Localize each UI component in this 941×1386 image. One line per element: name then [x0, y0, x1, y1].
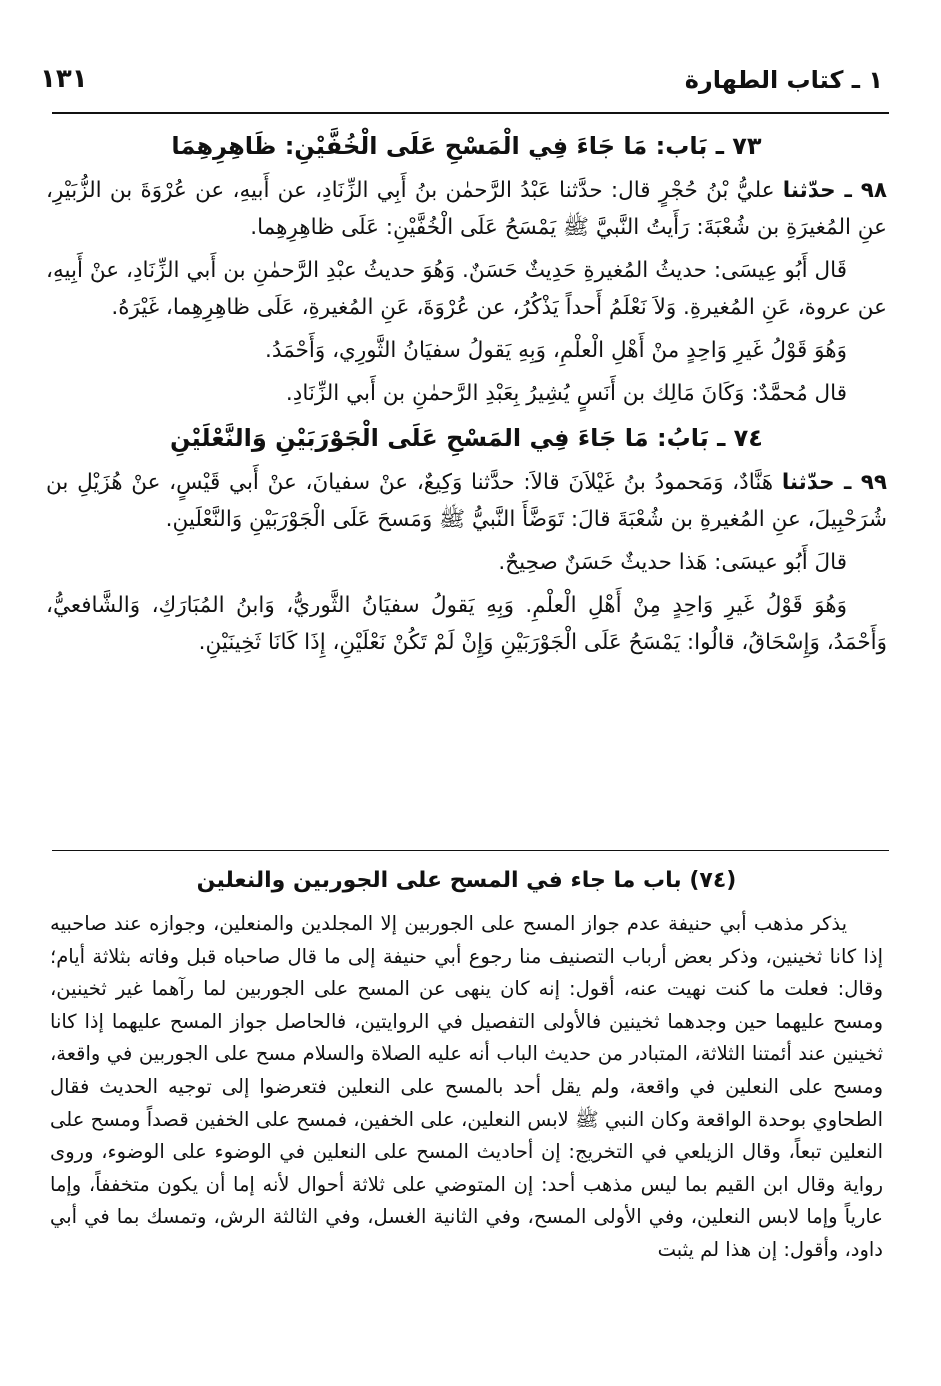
running-header — [40, 62, 883, 106]
commentary-heading: (٧٤) باب ما جاء في المسح على الجوربين والنعلين — [196, 868, 737, 893]
hadith-98-body: عليُّ بْنُ حُجْرٍ قال: حدَّثنا عَبْدُ الرَّحمٰن بنُ أَبِي الزِّنَادِ، عن أَبيهِ، عن عُرْوَةَ بن الزُّبَيْرِ، عنِ المُغيرَةِ بن شُعْبَةَ: رَأَيتُ النَّبيَّ ﷺ يَمْسَحُ عَلَى الْخُفَّيْنِ: عَلَى ظاهِرِهِما. — [46, 178, 887, 240]
header-divider — [52, 112, 889, 114]
hadith-99-body: هَنَّادٌ، وَمَحمودُ بنُ غَيْلاَنَ قالاَ: حدَّثنا وَكِيعٌ، عنْ سفيانَ، عنْ أَبي قَيْسٍ، عنْ هُزَيْلِ بن شُرَحْبِيلَ، عنِ المُغيرةِ بن شُعْبَةَ قالَ: تَوَضَّأَ النَّبيُّ ﷺ وَمَسحَ عَلَى الْجَوْرَبَيْنِ وَالنَّعْلَينِ. — [46, 470, 887, 532]
chapter-73-heading: ٧٣ ـ بَاب: مَا جَاءَ فِي الْمَسْحِ عَلَى الْخُفَّيْنِ: ظَاهِرِهِمَا — [171, 132, 762, 160]
page-number: ١٣١ — [40, 64, 88, 94]
chapter-74-heading: ٧٤ ـ بَابُ: مَا جَاءَ فِي المَسْحِ عَلَى الْجَوْرَبَيْنِ وَالنَّعْلَيْنِ — [170, 424, 763, 452]
chapter-73-paragraph-1: قَال أَبُو عِيسَى: حديثُ المُغيرةِ حَدِيثٌ حَسَنٌ. وَهُوَ حديثُ عبْدِ الرَّحمٰنِ بن أَبي الزِّنَادِ، عنْ أَبِيهِ، عن عروة، عَنِ المُغيرةِ. وَلاَ نَعْلَمُ أَحداً يَذْكُرُ، عن عُرْوَةَ، عَنِ المُغيرةِ، عَلَى ظاهِرِهِما، غَيْرَهُ. — [46, 258, 887, 320]
chapter-73-paragraph-3: قال مُحمَّدٌ: وَكَانَ مَالِك بن أَنَسٍ يُشِيرُ بِعَبْدِ الرَّحمٰنِ بن أَبي الزِّنَادِ. — [285, 381, 847, 406]
commentary-divider — [52, 850, 889, 851]
chapter-74-paragraph-2: وَهُوَ قَوْلُ غَيرِ وَاحِدٍ مِنْ أَهْلِ الْعلْمِ. وَبِهِ يَقولُ سفيَانُ الثَّوريُّ، وَابنُ المُبَارَكِ، وَالشَّافعيُّ، وَأَحْمَدُ، وَإِسْحَاقُ، قالُوا: يَمْسَحُ عَلَى الْجَوْرَبَيْنِ وَإِنْ لَمْ تَكُنْ نَعْلَيْنِ، إِذَا كَانَا ثَخِينَيْنِ. — [46, 593, 887, 655]
commentary-text: يذكر مذهب أبي حنيفة عدم جواز المسح على الجوربين إلا المجلدين والمنعلين، وجوازه عند صاحبيه إذا كانا ثخينين، وذكر بعض أرباب التصنيف منا رجوع أبي حنيفة إلى ما قال صاحباه قبل وفاته بثلاثة أيام؛ وقال: فعلت ما كنت نهيت عنه، أقول: إنه كان ينهى عن المسح على الجوربين لما رآهما غير ثخينين، ومسح عليهما حين وجدهما ثخينين فالأولى التفصيل في الروايتين، فالحاصل جواز المسح عليهما إذا كانا ثخينين عند أئمتنا الثلاثة، المتبادر من حديث الباب أنه عليه الصلاة والسلام مسح على الجوربين في واقعة، ومسح على النعلين في واقعة، ولم يقل أحد بالمسح على النعلين فتعرضوا إلى توجيه الحديث فقال الطحاوي بوحدة الواقعة وكان النبي ﷺ لابس النعلين، على الخفين، فمسح على الخفين قصداً ومسح على النعلين تبعاً، وقال الزيلعي في التخريج: إن أحاديث المسح على النعلين في الوضوء على الوضوء، وروى رواية وقال ابن القيم بما ليس مذهب أحد: إن المتوضي على ثلاثة أحوال لأنه إما أن يكون متخففاً، وإما عارياً وإما لابس النعلين، وفي الأولى المسح، وفي الثانية الغسل، وفي الثالثة الرش، وتمسك بما في أبي داود، وأقول: إن هذا لم يثبت — [50, 912, 883, 1261]
chapter-73-paragraph-2: وَهُوَ قَوْلُ غَيرِ وَاحِدٍ منْ أَهْلِ الْعلْمِ، وَبِهِ يَقولُ سفيَانُ الثَّورِي، وَأَحْمَدُ. — [265, 338, 847, 363]
chapter-74-paragraph-1: قالَ أَبُو عيسَى: هَذا حديثٌ حَسَنٌ صحِيحٌ. — [498, 550, 847, 575]
hadith-98 — [46, 172, 887, 246]
hadith-98-lead: ٩٨ ـ حدّثنا — [782, 178, 887, 203]
hadith-text-block — [46, 122, 887, 667]
hadith-99 — [46, 464, 887, 538]
commentary-section — [50, 858, 883, 1267]
hadith-99-lead: ٩٩ ـ حدّثنا — [781, 470, 887, 495]
running-title: ١ ـ كتاب الطهارة — [684, 66, 883, 94]
